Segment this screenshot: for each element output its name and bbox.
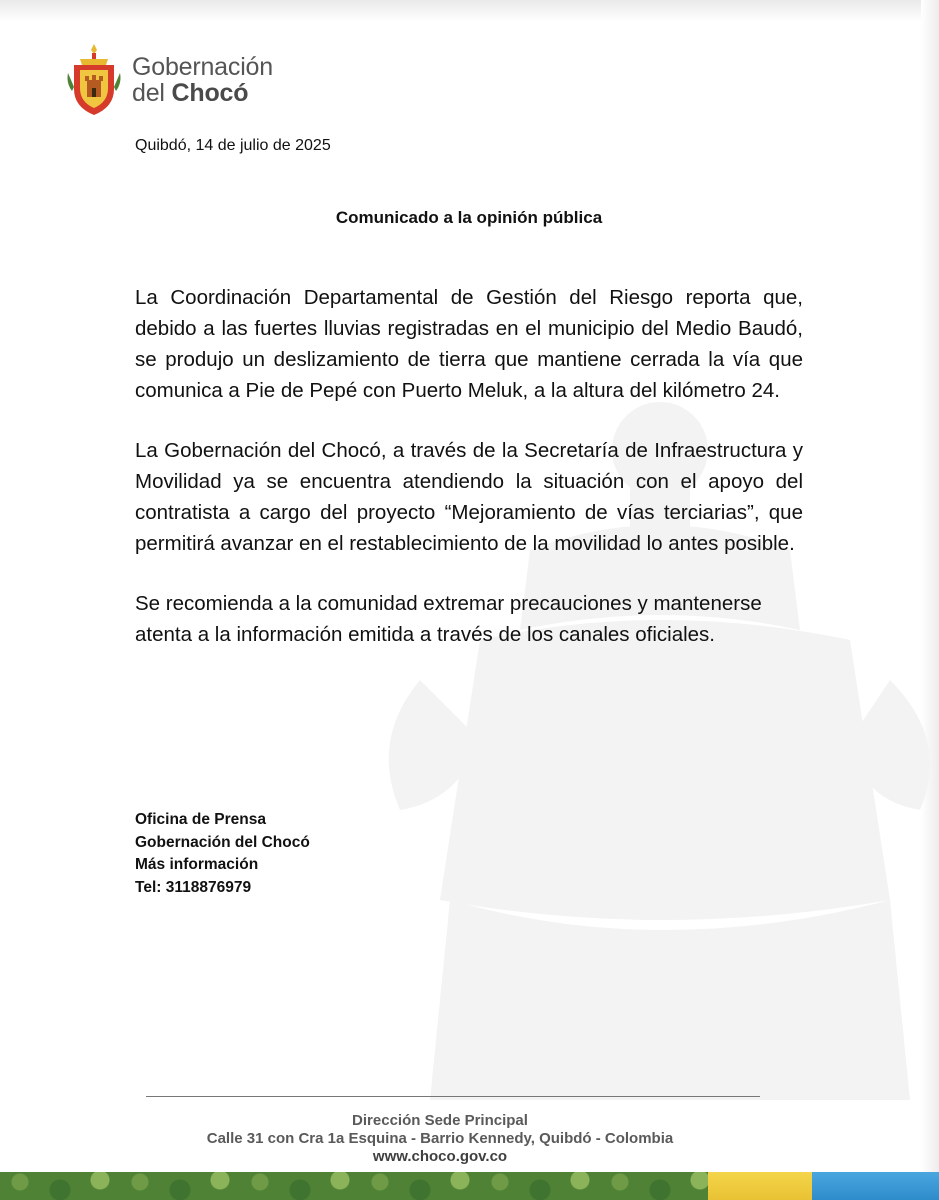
logo-line-2-strong: Chocó [171,79,249,107]
document-body [135,282,803,679]
band-blue [812,1172,939,1200]
signature-office: Oficina de Prensa [135,811,266,828]
band-green [0,1172,708,1200]
logo [66,42,286,118]
footer [150,1112,730,1166]
logo-line-2-prefix: del [132,79,172,107]
signature-block [135,809,310,899]
document-date: Quibdó, 14 de julio de 2025 [135,137,331,154]
footer-divider [146,1096,760,1097]
signature-phone: Tel: 3118876979 [135,878,252,896]
footer-website: www.choco.gov.co [372,1148,508,1165]
footer-color-band [0,1172,939,1200]
logo-line-1: Gobernación [132,53,273,81]
paragraph-1: La Coordinación Departamental de Gestión del Riesgo reporta que, debido a las fuertes lluvias registradas en el municipio del Medio Baudó, se produjo un deslizamiento de tierra que mantiene cerrada la vía que comunica a Pie de Pepé con Puerto Meluk, a la altura del kilómetro 24. [135,286,803,402]
signature-org: Gobernación del Chocó [135,833,310,851]
paragraph-3: Se recomienda a la comunidad extremar precauciones y mantenerse atenta a la información emitida a través de los canales oficiales. [135,592,762,646]
logo-line-2 [132,80,273,106]
band-yellow [708,1172,812,1200]
footer-address: Calle 31 con Cra 1a Esquina - Barrio Kennedy, Quibdó - Colombia [206,1130,674,1147]
page-edge-shadow [0,0,939,22]
document-title: Comunicado a la opinión pública [335,208,603,227]
coat-of-arms-icon [66,43,122,117]
paragraph-2: La Gobernación del Chocó, a través de la Secretaría de Infraestructura y Movilidad ya se encuentra atendiendo la situación con el apoyo del contratista a cargo del proyecto “Mejoramiento de vías terciarias”, que permitirá avanzar en el restablecimiento de la movilidad lo antes posible. [135,439,803,555]
footer-heading: Dirección Sede Principal [352,1112,528,1129]
signature-more-info: Más información [135,856,259,873]
